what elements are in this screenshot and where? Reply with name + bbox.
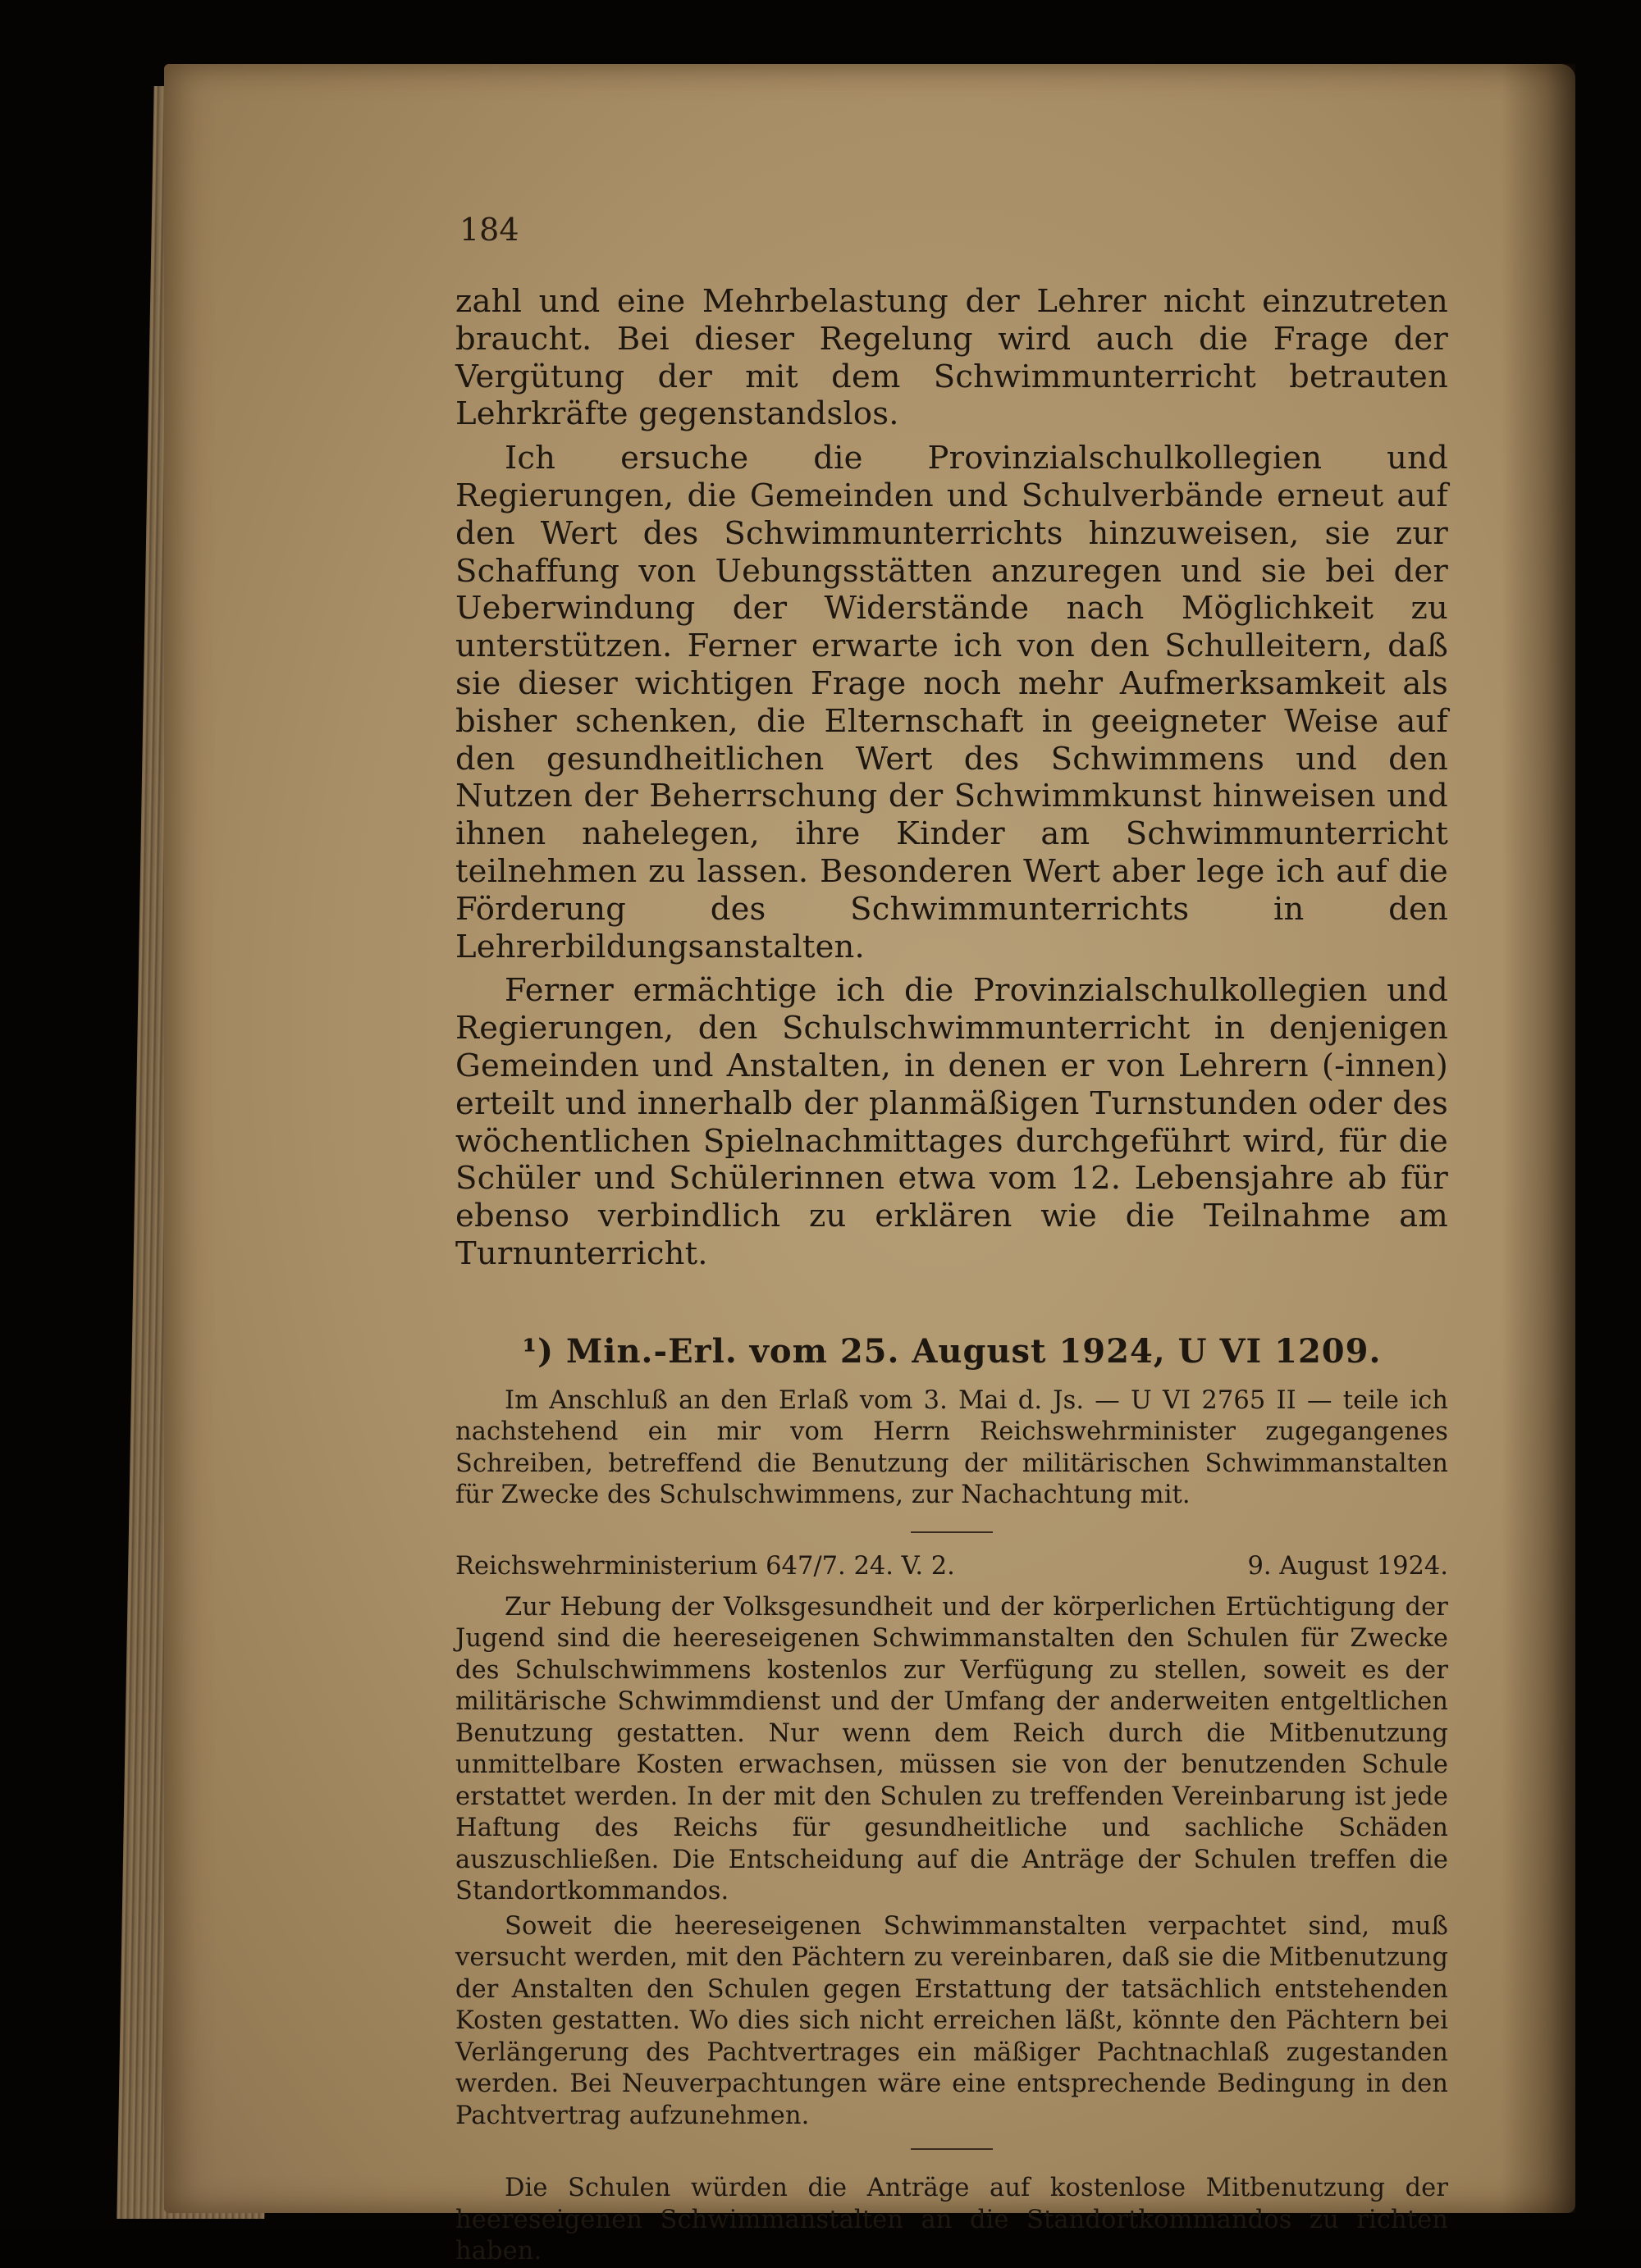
letter-header bbox=[455, 1551, 1448, 1582]
closing-paragraph: Die Schulen würden die Anträge auf kostenlose Mitbenutzung der heereseigenen Schwimmanstalten an die Standortkommandos zu richten haben. bbox=[455, 2174, 1448, 2266]
letter-reference: Reichswehrministerium 647/7. 24. V. 2. bbox=[455, 1551, 955, 1581]
page-spine-shadow bbox=[1502, 64, 1575, 2213]
body-paragraph-2: Ich ersuche die Provinzialschulkollegien und Regierungen, die Gemeinden und Schulverbände erneut auf den Wert des Schwimmunterrichts hinzuweisen, sie zur Schaffung von Uebungsstätten anzuregen und sie bei der Ueberwindung der Widerstände nach Möglichkeit zu unterstützen. Ferner erwarte ich von den Schulleitern, daß sie dieser wichtigen Frage noch mehr Aufmerksamkeit als bisher schenken, die Elternschaft in geeigneter Weise auf den gesundheitlichen Wert des Schwimmens und den Nutzen der Beherrschung der Schwimmkunst hinweisen und ihnen nahelegen, ihre Kinder am Schwimmunterricht teilnehmen zu lassen. Besonderen Wert aber lege ich auf die Förderung des Schwimmunterrichts in den Lehrerbildungsanstalten. bbox=[455, 440, 1448, 965]
divider-rule bbox=[911, 1531, 993, 1533]
divider-rule bbox=[911, 2148, 993, 2150]
body-paragraph-1: zahl und eine Mehrbelastung der Lehrer nicht einzutreten braucht. Bei dieser Regelung wird auch die Frage der Vergütung der mit dem Schwimmunterricht betrauten Lehrkräfte gegenstandslos. bbox=[455, 283, 1448, 433]
body-paragraph-3: Ferner ermächtige ich die Provinzialschulkollegien und Regierungen, den Schulschwimmunterricht in denjenigen Gemeinden und Anstalten, in denen er von Lehrern (-innen) erteilt und innerhalb der planmäßigen Turnstunden oder des wöchentlichen Spielnachmittages durchgeführt wird, für die Schüler und Schülerinnen etwa vom 12. Lebensjahre ab für ebenso verbindlich zu erklären wie die Teilnahme am Turnunterricht. bbox=[455, 972, 1448, 1272]
letter-paragraph-1: Zur Hebung der Volksgesundheit und der körperlichen Ertüchtigung der Jugend sind die heereseigenen Schwimmanstalten den Schulen für Zwecke des Schulschwimmens kostenlos zur Verfügung zu stellen, soweit es der militärische Schwimmdienst und der Umfang der anderweiten entgeltlichen Benutzung gestatten. Nur wenn dem Reich durch die Mitbenutzung unmittelbare Kosten erwachsen, müssen sie von der benutzenden Schule erstattet werden. In der mit den Schulen zu treffenden Vereinbarung ist jede Haftung des Reichs für gesundheitliche und sachliche Schäden auszuschließen. Die Entscheidung auf die Anträge der Schulen treffen die Standortkommandos. bbox=[455, 1592, 1448, 1906]
footnote-intro: Im Anschluß an den Erlaß vom 3. Mai d. Js. — U VI 2765 II — teile ich nachstehend ein mir vom Herrn Reichswehrminister zugegangenes Schreiben, betreffend die Benutzung der militärischen Schwimmanstalten für Zwecke des Schulschwimmens, zur Nachachtung mit. bbox=[455, 1385, 1448, 1510]
letter-paragraph-2: Soweit die heereseigenen Schwimmanstalten verpachtet sind, muß versucht werden, mit den Pächtern zu vereinbaren, daß sie die Mitbenutzung der Anstalten den Schulen gegen Erstattung der tatsächlich entstehenden Kosten gestatten. Wo dies sich nicht erreichen läßt, könnte den Pächtern bei Verlängerung des Pachtvertrages ein mäßiger Pachtnachlaß zugestanden werden. Bei Neuverpachtungen wäre eine entsprechende Bedingung in den Pachtvertrag aufzunehmen. bbox=[455, 1911, 1448, 2130]
letter-date: 9. August 1924. bbox=[1247, 1551, 1448, 1581]
footnote-section bbox=[455, 1332, 1448, 2268]
page-number: 184 bbox=[459, 212, 519, 248]
page-content bbox=[455, 283, 1448, 2268]
footnote-heading: ¹) Min.-Erl. vom 25. August 1924, U VI 1209. bbox=[522, 1331, 1382, 1371]
